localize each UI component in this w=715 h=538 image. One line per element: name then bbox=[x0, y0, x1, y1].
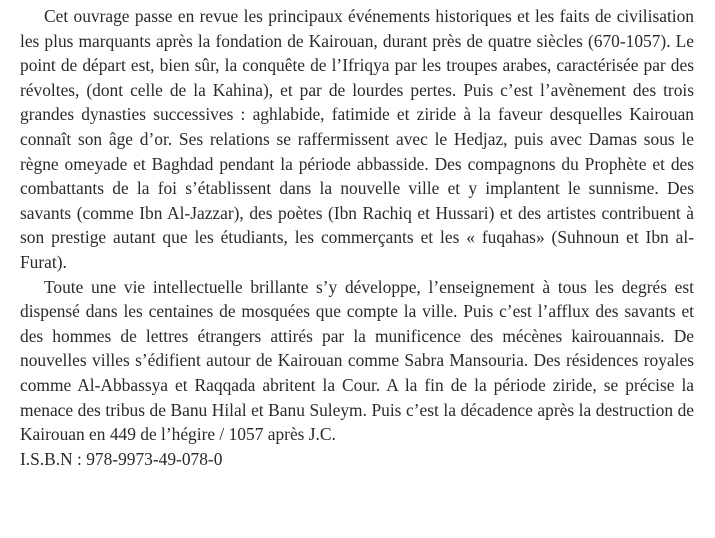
isbn-line: I.S.B.N : 978-9973-49-078-0 bbox=[20, 448, 223, 469]
paragraph-intellectual-life: Toute une vie intellectuelle brillante s’y développe, l’enseignement à tous les degrés est dispensé dans les centaines de mosquées que compte la ville. Puis c’est l’afflux des savants et des hommes de lettres étrangers attirés par la munificence des mécènes kairouannais. De nouvelles villes s’édifient autour de Kairouan comme Sabra Mansouria. Des résidences royales comme Al-Abbassya et Raqqada abritent la Cour. A la fin de la période ziride, se précise la menace des tribus de Banu Hilal et Banu Suleym. Puis c’est la décadence après la destruction de Kairouan en 449 de l’hégire / 1057 après J.C. bbox=[20, 276, 694, 445]
paragraph-intro: Cet ouvrage passe en revue les principaux événements historiques et les faits de civilisation les plus marquants après la fondation de Kairouan, durant près de quatre siècles (670-1057). Le point de départ est, bien sûr, la conquête de l’Ifriqya par les troupes arabes, caractérisée par des révoltes, (dont celle de la Kahina), et par de lourdes pertes. Puis c’est l’avènement des trois grandes dynasties successives : aghlabide, fatimide et ziride à la faveur desquelles Kairouan connaît son âge d’or. Ses relations se raffermissent avec le Hedjaz, puis avec Damas sous le règne omeyade et Baghdad pendant la période abbasside. Des compagnons du Prophète et des combattants de la foi s’établissent dans la nouvelle ville et y implantent le sunnisme. Des savants (comme Ibn Al-Jazzar), des poètes (Ibn Rachiq et Hussari) et des artistes contribuent à son prestige autant que les étudiants, les commerçants et les « fuqahas» (Suhnoun et Ibn al-Furat). bbox=[20, 6, 694, 272]
document-body bbox=[20, 4, 694, 471]
